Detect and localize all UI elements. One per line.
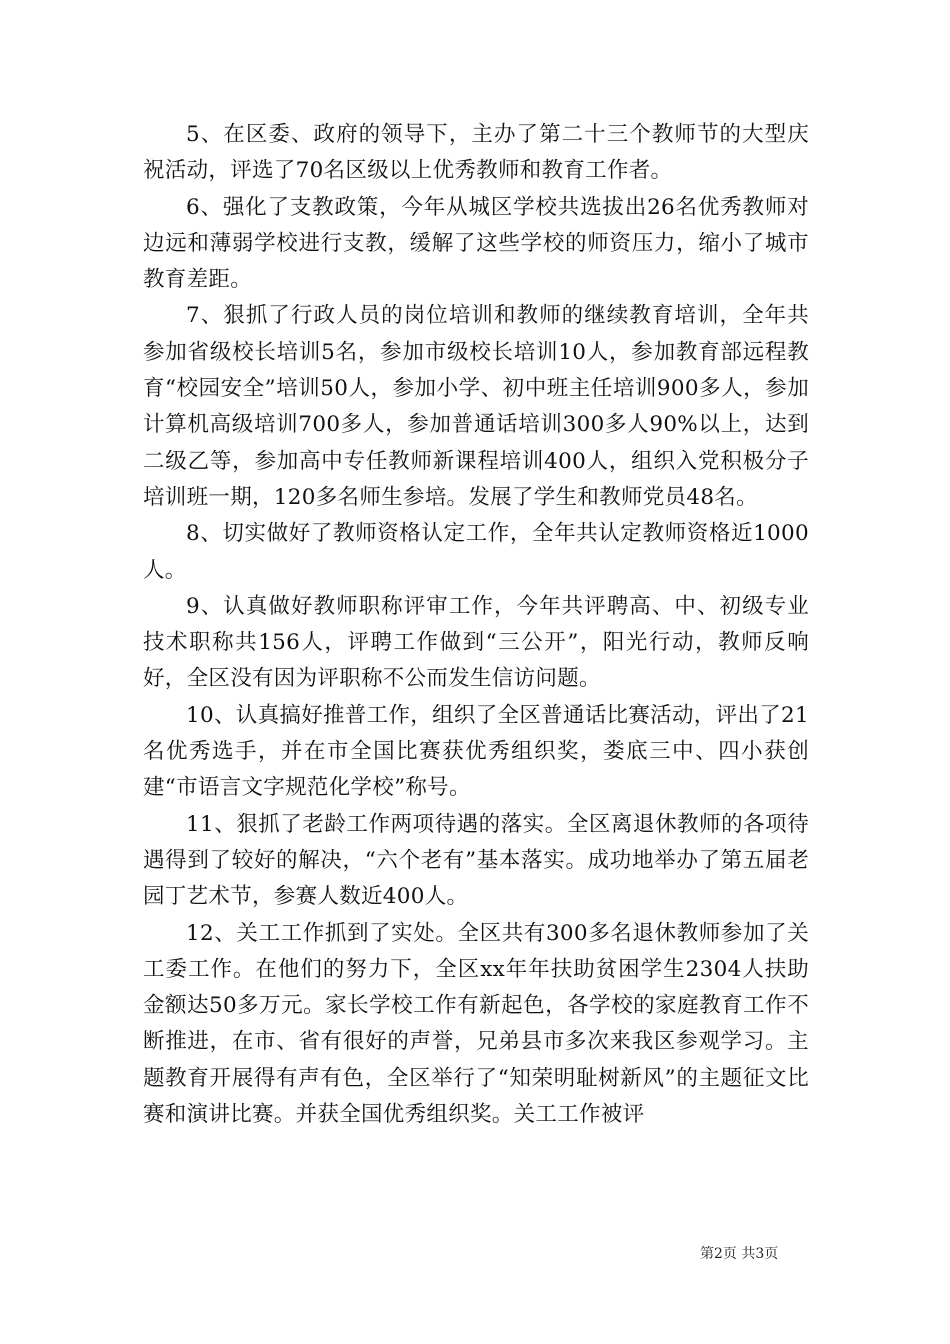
paragraph-item-9: 9、认真做好教师职称评审工作，今年共评聘高、中、初级专业技术职称共156人，评聘工作做到“三公开”，阳光行动，教师反响好，全区没有因为评职称不公而发生信访问题。 — [143, 593, 809, 692]
paragraph-item-7: 7、狠抓了行政人员的岗位培训和教师的继续教育培训，全年共参加省级校长培训5名，参加市级校长培训10人，参加教育部远程教育“校园安全”培训50人，参加小学、初中班主任培训900多人，参加计算机高级培训700多人，参加普通话培训300多人90%以上，达到二级乙等，参加高中专任教师新课程培训400人，组织入党积极分子培训班一期，120多名师生参培。发展了学生和教师党员48名。 — [143, 303, 809, 510]
paragraph-item-8: 8、切实做好了教师资格认定工作，全年共认定教师资格近1000人。 — [143, 521, 809, 583]
paragraph-item-5: 5、在区委、政府的领导下，主办了第二十三个教师节的大型庆祝活动，评选了70名区级以上优秀教师和教育工作者。 — [143, 122, 809, 184]
paragraph-item-11: 11、狠抓了老龄工作两项待遇的落实。全区离退休教师的各项待遇得到了较好的解决，“六个老有”基本落实。成功地举办了第五届老园丁艺术节，参赛人数近400人。 — [143, 811, 809, 910]
paragraph-item-10: 10、认真搞好推普工作，组织了全区普通话比赛活动，评出了21名优秀选手，并在市全国比赛获优秀组织奖，娄底三中、四小获创建“市语言文字规范化学校”称号。 — [143, 702, 809, 801]
paragraph-item-6: 6、强化了支教政策，今年从城区学校共选拔出26名优秀教师对边远和薄弱学校进行支教，缓解了这些学校的师资压力，缩小了城市教育差距。 — [143, 194, 809, 293]
page-number-footer: 第2页 共3页 — [700, 1246, 779, 1262]
paragraph-item-12: 12、关工工作抓到了实处。全区共有300多名退休教师参加了关工委工作。在他们的努力下，全区xx年年扶助贫困学生2304人扶助金额达50多万元。家长学校工作有新起色，各学校的家庭教育工作不断推进，在市、省有很好的声誉，兄弟县市多次来我区参观学习。主题教育开展得有声有色，全区举行了“知荣明耻树新风”的主题征文比赛和演讲比赛。并获全国优秀组织奖。关工工作被评 — [143, 920, 809, 1128]
document-body — [143, 117, 809, 1133]
